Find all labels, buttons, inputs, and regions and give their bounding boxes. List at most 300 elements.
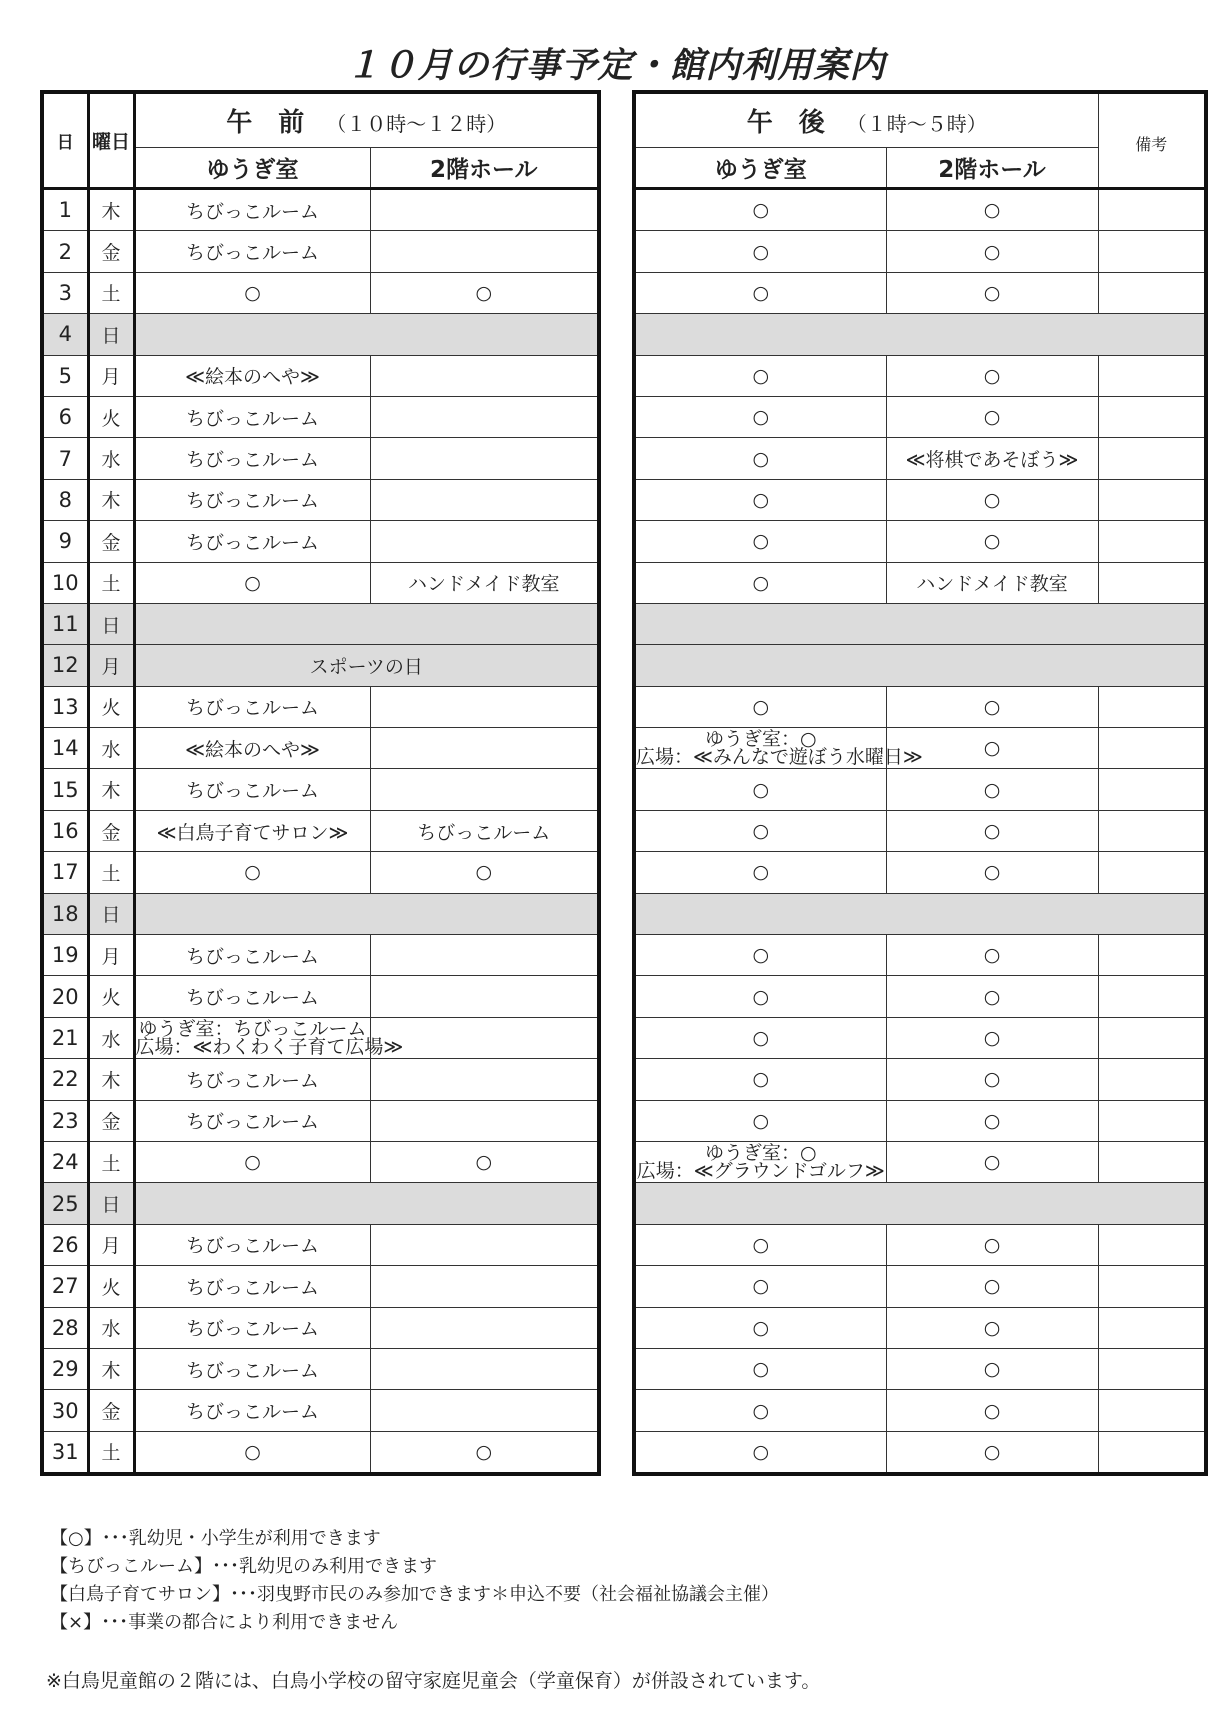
pm-hall-cell-text: ○ (983, 695, 1001, 718)
pm-yugi-cell (634, 562, 886, 603)
weekday-header: 曜日 (88, 92, 134, 189)
pm-yugi-cell-text: ○ (752, 571, 770, 594)
weekday (88, 1017, 134, 1058)
pm-hall-header: 2階ホール (886, 148, 1098, 189)
am-hall-cell-text: ちびっこルーム (417, 821, 551, 844)
weekday (88, 935, 134, 976)
weekday (88, 1224, 134, 1265)
am-yugi-cell-text: ちびっこルーム (185, 1359, 319, 1382)
am-yugi-cell-text: ○ (244, 281, 261, 304)
afternoon-schedule-table (632, 90, 1208, 1476)
pm-hall-cell (886, 562, 1098, 603)
table-row (634, 1266, 1206, 1307)
am-hall-cell (370, 1059, 599, 1100)
weekday (88, 1141, 134, 1182)
day-number-text: 21 (51, 1026, 79, 1050)
pm-yugi-cell-text: ○ (752, 1440, 770, 1463)
table-row (634, 438, 1206, 479)
note-cell (1098, 438, 1206, 479)
weekday-text: 金 (101, 531, 121, 554)
day-number (42, 1307, 88, 1348)
table-row (634, 810, 1206, 851)
am-yugi-cell-text: ≪白鳥子育てサロン≫ (156, 821, 349, 844)
weekday-text: 月 (101, 655, 121, 678)
pm-hall-cell-text: ○ (983, 737, 1001, 760)
note-cell (1098, 728, 1206, 769)
note-cell (1098, 1307, 1206, 1348)
weekday-text: 水 (101, 449, 121, 472)
weekday-text: 木 (101, 1069, 121, 1092)
note-cell (1098, 976, 1206, 1017)
day-number-text: 2 (58, 239, 72, 264)
note-cell (1098, 810, 1206, 851)
table-row (42, 1017, 599, 1058)
page-title: １０月の行事予定・館内利用案内 (345, 46, 886, 86)
pm-yugi-cell-text: ○ (752, 406, 770, 429)
note-cell (1098, 396, 1206, 437)
pm-yugi-cell (634, 355, 886, 396)
pm-hall-cell (886, 769, 1098, 810)
pm-yugi-cell-text: ○ (752, 820, 770, 843)
weekday (88, 562, 134, 603)
am-hall-cell (370, 562, 599, 603)
weekday (88, 1348, 134, 1389)
am-closed (134, 603, 599, 644)
weekday-text: 土 (101, 573, 121, 596)
weekday-text: 火 (101, 697, 121, 720)
table-row (42, 976, 599, 1017)
weekday-text: 日 (101, 324, 121, 347)
pm-yugi-cell-text: ○ (752, 861, 770, 884)
pm-yugi-cell (634, 1307, 886, 1348)
note-cell (1098, 852, 1206, 893)
pm-yugi-cell-text: ゆうぎ室：○ (704, 728, 817, 751)
am-closed (134, 893, 599, 934)
day-number (42, 603, 88, 644)
day-number (42, 935, 88, 976)
day-number-text: 3 (58, 280, 72, 305)
weekday (88, 231, 134, 272)
pm-yugi-cell (634, 686, 886, 727)
am-hall-cell (370, 1390, 599, 1431)
table-row (42, 479, 599, 520)
weekday (88, 479, 134, 520)
pm-hall-cell (886, 1059, 1098, 1100)
am-yugi-cell (134, 438, 370, 479)
weekday-text: 水 (101, 1028, 121, 1051)
pm-hall-cell (886, 231, 1098, 272)
note-cell (1098, 1059, 1206, 1100)
note-cell (1098, 355, 1206, 396)
weekday-text: 日 (101, 904, 121, 927)
table-row (634, 1141, 1206, 1182)
day-number (42, 893, 88, 934)
day-number-text: 26 (51, 1232, 79, 1257)
pm-yugi-cell-text: ○ (752, 488, 770, 511)
am-yugi-cell-text: ○ (244, 1440, 261, 1463)
pm-hall-cell-text: ≪将棋であそぼう≫ (905, 449, 1079, 472)
pm-yugi-cell (634, 1266, 886, 1307)
table-row (42, 769, 599, 810)
pm-yugi-cell-text: ○ (752, 1027, 770, 1049)
day-number (42, 769, 88, 810)
table-row (42, 893, 599, 934)
am-yugi-cell-text: ちびっこルーム (185, 1318, 319, 1341)
pm-hall-cell (886, 852, 1098, 893)
am-hall-cell (370, 521, 599, 562)
afternoon-header (634, 92, 1098, 148)
am-yugi-cell (134, 728, 370, 769)
am-hall-cell (370, 355, 599, 396)
am-hall-cell (370, 686, 599, 727)
weekday-text: 土 (101, 283, 121, 306)
weekday (88, 1307, 134, 1348)
weekday-text: 月 (101, 366, 121, 389)
am-yugi-cell-text: ちびっこルーム (185, 407, 319, 430)
am-closed (134, 1183, 599, 1224)
note-cell (1098, 272, 1206, 313)
pm-hall-cell-text: ○ (983, 944, 1001, 967)
pm-yugi-cell (634, 1017, 886, 1058)
table-row (42, 1348, 599, 1389)
table-row (42, 1307, 599, 1348)
table-row (42, 314, 599, 355)
am-closed (134, 645, 599, 686)
am-yugi-cell-text: ちびっこルーム (185, 490, 319, 513)
am-yugi-cell (134, 852, 370, 893)
table-row (42, 1059, 599, 1100)
am-yugi-cell-text: ちびっこルーム (185, 531, 319, 554)
weekday (88, 645, 134, 686)
table-row (42, 728, 599, 769)
weekday (88, 1059, 134, 1100)
day-number-text: 13 (51, 694, 79, 719)
weekday-text: 金 (101, 242, 121, 265)
table-row (634, 1431, 1206, 1474)
pm-hall-cell-text: ○ (983, 406, 1001, 429)
weekday (88, 893, 134, 934)
pm-yugi-cell (634, 438, 886, 479)
pm-yugi-cell (634, 521, 886, 562)
am-yugi-cell (134, 189, 370, 231)
weekday (88, 810, 134, 851)
table-row (42, 686, 599, 727)
am-yugi-cell (134, 1017, 404, 1058)
note-cell (1098, 521, 1206, 562)
day-number (42, 852, 88, 893)
pm-hall-cell (886, 355, 1098, 396)
am-hall-cell (370, 1431, 599, 1474)
weekday (88, 314, 134, 355)
pm-hall-cell (886, 1307, 1098, 1348)
pm-hall-cell (886, 935, 1098, 976)
table-row (634, 603, 1206, 644)
am-yugi-cell (134, 231, 370, 272)
am-yugi-cell-text-2: 広場：≪わくわく子育て広場≫ (135, 1036, 404, 1058)
table-row (42, 1224, 599, 1265)
afternoon-hours: （１時～５時） (846, 112, 987, 136)
table-row (634, 396, 1206, 437)
pm-yugi-cell-text: ○ (752, 944, 770, 967)
pm-yugi-cell-text: ○ (752, 281, 770, 304)
pm-hall-cell-text: ○ (983, 364, 1001, 387)
day-number-text: 30 (51, 1398, 79, 1423)
pm-yugi-cell-text: ゆうぎ室：○ (704, 1142, 817, 1165)
pm-closed (634, 603, 1206, 644)
weekday-text: 火 (101, 987, 121, 1010)
weekday (88, 1183, 134, 1224)
am-yugi-cell (134, 1266, 370, 1307)
am-hall-cell (370, 1348, 599, 1389)
table-row (634, 562, 1206, 603)
pm-yugi-cell (634, 935, 886, 976)
pm-hall-cell (886, 810, 1098, 851)
am-yugi-cell (134, 1431, 370, 1474)
weekday (88, 272, 134, 313)
pm-yugi-cell (634, 1390, 886, 1431)
pm-hall-cell (886, 272, 1098, 313)
day-number (42, 231, 88, 272)
am-hall-cell (370, 396, 599, 437)
pm-yugi-cell-text: ○ (752, 364, 770, 387)
am-yugi-header: ゆうぎ室 (134, 148, 370, 189)
day-number-text: 16 (51, 819, 79, 844)
note-cell (1098, 1348, 1206, 1389)
table-row (634, 1059, 1206, 1100)
day-number (42, 1183, 88, 1224)
table-row (42, 852, 599, 893)
am-hall-cell (370, 1017, 599, 1058)
pm-hall-cell (886, 1141, 1098, 1182)
am-yugi-cell-text: ○ (244, 861, 261, 884)
pm-yugi-cell (634, 272, 886, 313)
day-number-text: 28 (51, 1315, 79, 1340)
pm-yugi-cell-text: ○ (752, 530, 770, 553)
pm-hall-cell-text: ○ (983, 1068, 1001, 1091)
day-number-text: 8 (58, 487, 72, 512)
am-closed-text: スポーツの日 (309, 655, 423, 678)
day-number-text: 23 (51, 1108, 79, 1133)
table-row (42, 189, 599, 231)
pm-yugi-cell (634, 852, 886, 893)
legend (50, 1525, 779, 1637)
pm-yugi-cell (634, 1224, 886, 1265)
table-row (634, 1017, 1206, 1058)
table-row (634, 231, 1206, 272)
pm-yugi-cell (634, 1100, 886, 1141)
am-yugi-cell-text: ちびっこルーム (185, 1276, 319, 1299)
am-hall-header: 2階ホール (370, 148, 599, 189)
weekday (88, 1266, 134, 1307)
am-yugi-cell (134, 1100, 370, 1141)
day-number-text: 11 (51, 612, 79, 637)
pm-hall-cell-text: ○ (983, 1316, 1001, 1339)
pm-hall-cell (886, 189, 1098, 231)
pm-hall-cell (886, 1266, 1098, 1307)
day-number (42, 1390, 88, 1431)
table-row (634, 769, 1206, 810)
day-number-text: 29 (51, 1357, 79, 1382)
table-row (634, 976, 1206, 1017)
pm-yugi-cell (634, 728, 923, 769)
am-hall-cell (370, 1100, 599, 1141)
pm-hall-cell (886, 686, 1098, 727)
am-hall-cell-text: ○ (475, 281, 493, 304)
day-number (42, 521, 88, 562)
day-number-text: 25 (51, 1191, 79, 1216)
note-cell (1098, 935, 1206, 976)
day-number (42, 189, 88, 231)
day-number (42, 686, 88, 727)
pm-hall-cell-text: ○ (983, 985, 1001, 1008)
weekday (88, 521, 134, 562)
legend-item: 【ちびっこルーム】･･･乳幼児のみ利用できます (50, 1556, 437, 1577)
pm-yugi-cell-text: ○ (752, 1109, 770, 1132)
am-yugi-cell (134, 1307, 370, 1348)
table-row (42, 562, 599, 603)
pm-yugi-cell (634, 810, 886, 851)
table-row (634, 272, 1206, 313)
pm-yugi-cell (634, 189, 886, 231)
pm-yugi-cell-text: ○ (752, 778, 770, 801)
day-number-text: 4 (58, 322, 72, 347)
am-hall-cell (370, 479, 599, 520)
weekday-text: 木 (101, 780, 121, 803)
table-row (634, 314, 1206, 355)
weekday-text: 土 (101, 1152, 121, 1175)
am-yugi-cell (134, 479, 370, 520)
pm-yugi-cell (634, 1141, 886, 1182)
pm-yugi-cell-text: ○ (752, 1068, 770, 1091)
am-yugi-cell-text: ちびっこルーム (185, 945, 319, 968)
am-hall-cell-text: ○ (475, 1440, 493, 1463)
am-yugi-cell (134, 521, 370, 562)
weekday (88, 976, 134, 1017)
pm-hall-cell-text: ○ (983, 1027, 1001, 1049)
day-number-text: 9 (58, 529, 72, 554)
pm-yugi-cell-text: ○ (752, 199, 770, 222)
pm-hall-cell-text: ○ (983, 861, 1001, 884)
day-number (42, 810, 88, 851)
table-row (634, 355, 1206, 396)
pm-hall-cell (886, 396, 1098, 437)
pm-yugi-cell-text-2: 広場：≪みんなで遊ぼう水曜日≫ (636, 746, 923, 769)
day-number-text: 24 (51, 1150, 79, 1175)
weekday (88, 355, 134, 396)
weekday-text: 月 (101, 945, 121, 968)
am-hall-cell (370, 1224, 599, 1265)
am-yugi-cell (134, 935, 370, 976)
table-row (634, 645, 1206, 686)
am-yugi-cell-text: ちびっこルーム (185, 1401, 319, 1424)
pm-closed (634, 314, 1206, 355)
weekday-text: 木 (101, 1359, 121, 1382)
day-number (42, 728, 88, 769)
pm-hall-cell-text: ○ (983, 488, 1001, 511)
day-number-text: 6 (58, 405, 72, 430)
pm-hall-cell-text: ○ (983, 1358, 1001, 1381)
am-yugi-cell (134, 1141, 370, 1182)
note-cell (1098, 1224, 1206, 1265)
pm-hall-cell-text: ○ (983, 240, 1001, 263)
table-row (42, 1100, 599, 1141)
day-number (42, 272, 88, 313)
weekday (88, 189, 134, 231)
am-yugi-cell (134, 355, 370, 396)
am-hall-cell (370, 1307, 599, 1348)
note-cell (1098, 769, 1206, 810)
pm-yugi-cell-text: ○ (752, 1358, 770, 1381)
am-hall-cell (370, 935, 599, 976)
note-cell (1098, 479, 1206, 520)
note-header: 備考 (1098, 92, 1206, 189)
pm-hall-cell (886, 1100, 1098, 1141)
pm-yugi-cell-text: ○ (752, 447, 770, 470)
legend-item: 【○】･･･乳幼児・小学生が利用できます (50, 1528, 381, 1549)
table-row (42, 272, 599, 313)
pm-yugi-cell-text-2: 広場：≪グラウンドゴルフ≫ (636, 1160, 885, 1183)
day-number-text: 1 (58, 198, 72, 223)
day-number (42, 1266, 88, 1307)
am-yugi-cell-text: ちびっこルーム (185, 1111, 319, 1134)
pm-yugi-cell (634, 1348, 886, 1389)
table-row (42, 645, 599, 686)
day-number (42, 1431, 88, 1474)
pm-hall-cell-text: ○ (983, 199, 1001, 222)
table-row (634, 935, 1206, 976)
am-closed (134, 314, 599, 355)
note-cell (1098, 562, 1206, 603)
table-row (42, 1141, 599, 1182)
pm-yugi-cell (634, 769, 886, 810)
note-cell (1098, 1017, 1206, 1058)
pm-closed (634, 1183, 1206, 1224)
table-row (634, 893, 1206, 934)
pm-yugi-cell-text: ○ (752, 1316, 770, 1339)
pm-hall-cell (886, 1224, 1098, 1265)
table-row (634, 1224, 1206, 1265)
table-row (42, 521, 599, 562)
weekday-text: 土 (101, 862, 121, 885)
pm-yugi-cell (634, 976, 886, 1017)
pm-yugi-cell-text: ○ (752, 1275, 770, 1298)
pm-hall-cell-text: ○ (983, 530, 1001, 553)
am-hall-cell (370, 272, 599, 313)
pm-hall-cell-text: ○ (983, 1151, 1001, 1174)
pm-yugi-cell-text: ○ (752, 695, 770, 718)
am-yugi-cell-text: ちびっこルーム (185, 697, 319, 720)
pm-closed (634, 645, 1206, 686)
pm-yugi-cell-text: ○ (752, 240, 770, 263)
day-number-text: 5 (58, 363, 72, 388)
pm-yugi-cell (634, 1431, 886, 1474)
am-yugi-cell-text: ちびっこルーム (185, 1069, 319, 1092)
pm-hall-cell-text: ○ (983, 1109, 1001, 1132)
am-yugi-cell-text: ≪絵本のへや≫ (185, 366, 320, 389)
am-yugi-cell-text: ちびっこルーム (185, 200, 319, 223)
pm-hall-cell-text: ○ (983, 778, 1001, 801)
day-number (42, 1348, 88, 1389)
table-row (42, 935, 599, 976)
table-row (634, 1307, 1206, 1348)
am-yugi-cell (134, 1348, 370, 1389)
pm-closed (634, 893, 1206, 934)
table-row (42, 1390, 599, 1431)
day-number (42, 1141, 88, 1182)
legend-item: 【×】･･･事業の都合により利用できません (50, 1612, 399, 1633)
note-cell (1098, 1266, 1206, 1307)
table-row (42, 396, 599, 437)
